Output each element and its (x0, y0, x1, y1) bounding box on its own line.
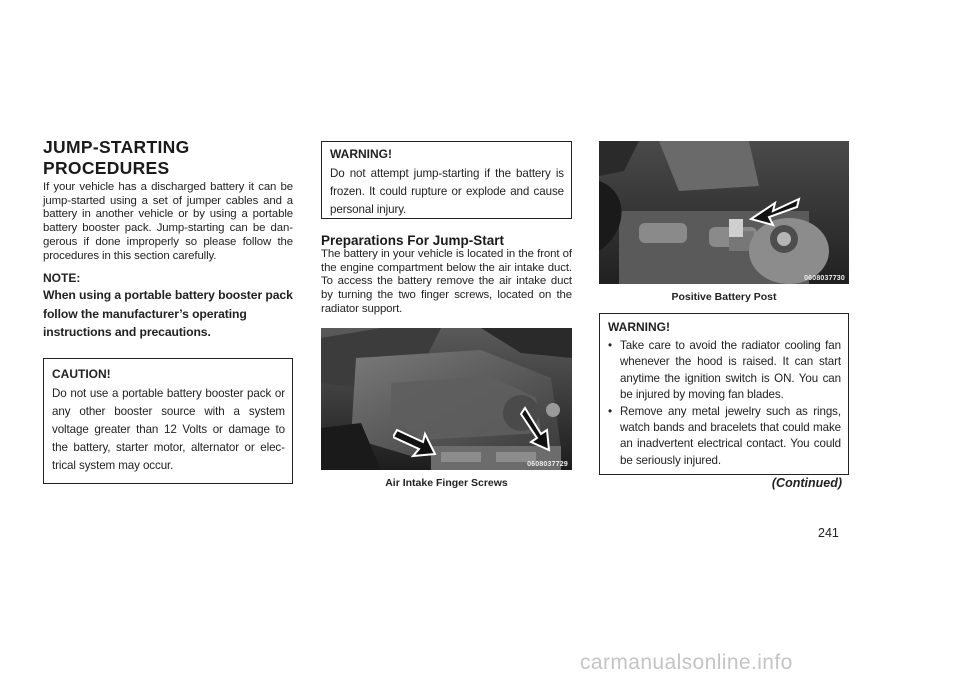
battery-illustration (599, 141, 849, 284)
warning-title: WARNING! (608, 320, 670, 334)
list-item: • Take care to avoid the radiator cooling fan whenever the hood is raised. It can start anytime the ignition switch is ON. You can be injured by moving fan blades. (608, 339, 841, 402)
continued-label: (Continued) (771, 476, 842, 490)
figure-caption: Positive Battery Post (671, 291, 777, 303)
warning-title: WARNING! (330, 147, 392, 161)
section-title: JUMP-STARTING PROCEDURES (43, 137, 190, 178)
middle-column (321, 141, 572, 490)
note-text: When using a portable battery booster pack follow the manufacturer’s operating instructions and precautions. (43, 288, 293, 339)
air-intake-photo (321, 328, 572, 470)
battery-photo (599, 141, 849, 284)
arrow-icon (393, 420, 439, 460)
right-column (599, 141, 849, 475)
note-label: NOTE: (43, 271, 81, 286)
left-column (43, 137, 293, 484)
warning-body: Do not attempt jump-starting if the battery is frozen. It could rupture or explode and cause personal injury. (330, 167, 564, 216)
warning-list (608, 338, 841, 469)
caution-box (43, 358, 293, 484)
arrow-icon (519, 406, 559, 452)
figure-caption: Air Intake Finger Screws (385, 476, 508, 489)
list-item: • Remove any metal jewelry such as rings, watch bands and bracelets that could make an inadvertent electrical contact. You could be seriously injured. (608, 404, 841, 467)
watermark: carmanualsonline.info (580, 651, 793, 674)
figure-id: 0608037729 (527, 460, 568, 468)
intro-paragraph: If your vehicle has a discharged battery it can be jump-started using a set of jumper cables and a battery in another vehicle or by using a portable battery booster pack. Jump-starting can be dangerous if done improperly so please follow the procedures in this section carefully. (43, 181, 293, 262)
caution-body: Do not use a portable battery booster pack or any other booster source with a system voltage greater than 12 Volts or damage to the battery, starter motor, alternator or electrical system may occur. (52, 387, 285, 473)
warning-box-fan (599, 313, 849, 475)
caution-title: CAUTION! (52, 367, 111, 382)
figure-id: 0608037730 (804, 275, 845, 282)
preparations-paragraph: The battery in your vehicle is located in the front of the engine compartment below the air intake duct. To access the battery remove the air intake duct by turning the two finger screws, located on the radiator support. (321, 248, 572, 315)
preparations-heading: Preparations For Jump-Start (321, 233, 505, 248)
arrow-icon (749, 193, 801, 227)
warning-box-frozen (321, 141, 572, 219)
page-number: 241 (818, 526, 839, 540)
